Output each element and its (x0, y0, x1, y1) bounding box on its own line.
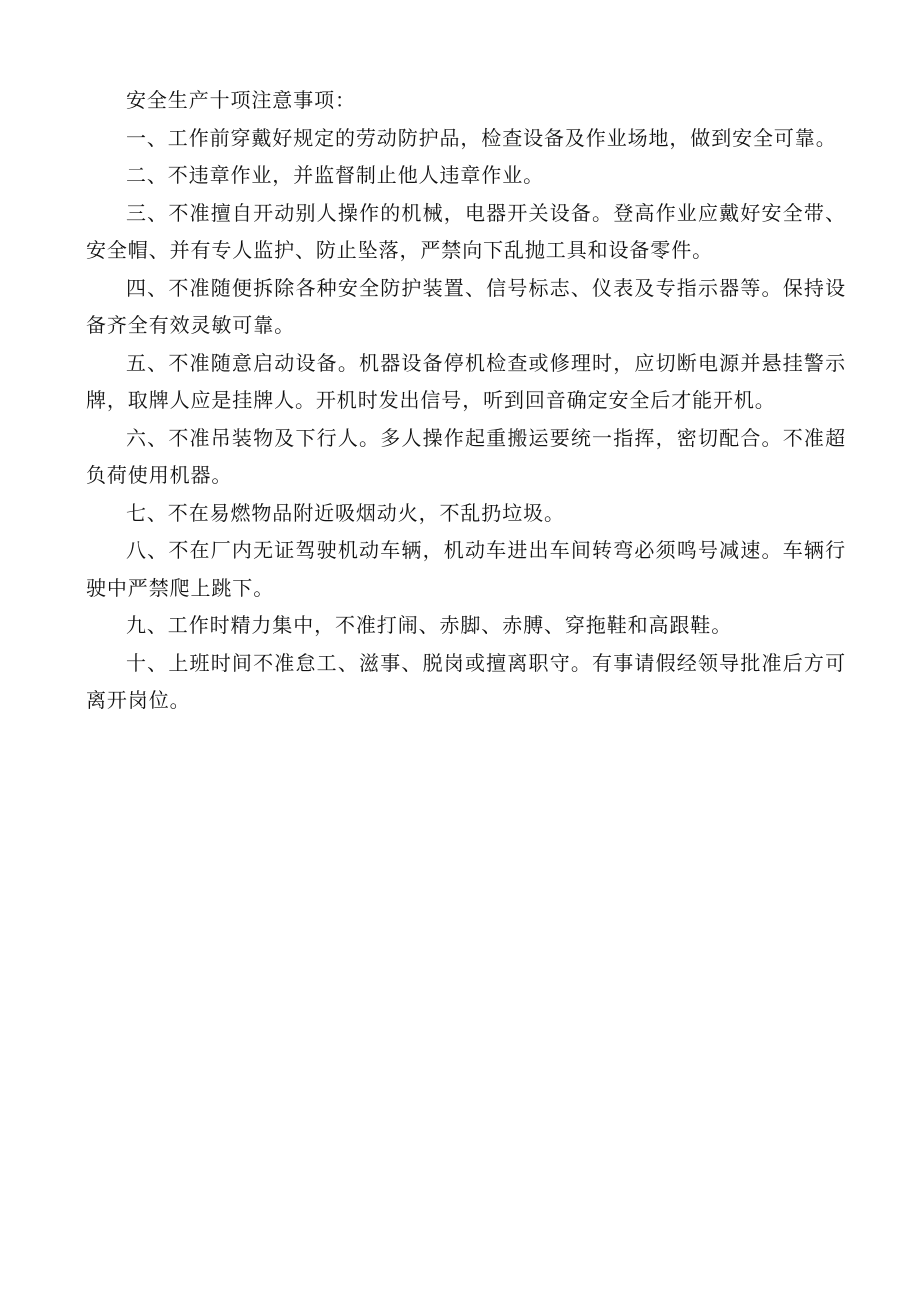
rule-item-3: 三、不准擅自开动别人操作的机械，电器开关设备。登高作业应戴好安全带、安全帽、并有专人监护、防止坠落，严禁向下乱抛工具和设备零件。 (86, 200, 846, 262)
document-heading: 安全生产十项注意事项： (126, 88, 356, 112)
rule-item-1: 一、工作前穿戴好规定的劳动防护品，检查设备及作业场地，做到安全可靠。 (126, 125, 837, 150)
rule-item-4: 四、不准随便拆除各种安全防护装置、信号标志、仪表及专指示器等。保持设备齐全有效灵敏可靠。 (86, 275, 846, 337)
rule-item-7: 七、不在易燃物品附近吸烟动火，不乱扔垃圾。 (126, 500, 565, 525)
rule-item-8: 八、不在厂内无证驾驶机动车辆，机动车进出车间转弯必须鸣号减速。车辆行驶中严禁爬上跳下。 (86, 538, 846, 600)
rule-item-10: 十、上班时间不准怠工、滋事、脱岗或擅离职守。有事请假经领导批准后方可离开岗位。 (86, 650, 846, 712)
rule-item-2: 二、不违章作业，并监督制止他人违章作业。 (126, 163, 544, 187)
document-body (86, 82, 846, 720)
rule-item-6: 六、不准吊装物及下行人。多人操作起重搬运要统一指挥，密切配合。不准超负荷使用机器。 (86, 425, 846, 487)
rule-item-9: 九、工作时精力集中，不准打闹、赤脚、赤膊、穿拖鞋和高跟鞋。 (126, 613, 733, 637)
rule-item-5: 五、不准随意启动设备。机器设备停机检查或修理时，应切断电源并悬挂警示牌，取牌人应是挂牌人。开机时发出信号，听到回音确定安全后才能开机。 (86, 350, 846, 412)
